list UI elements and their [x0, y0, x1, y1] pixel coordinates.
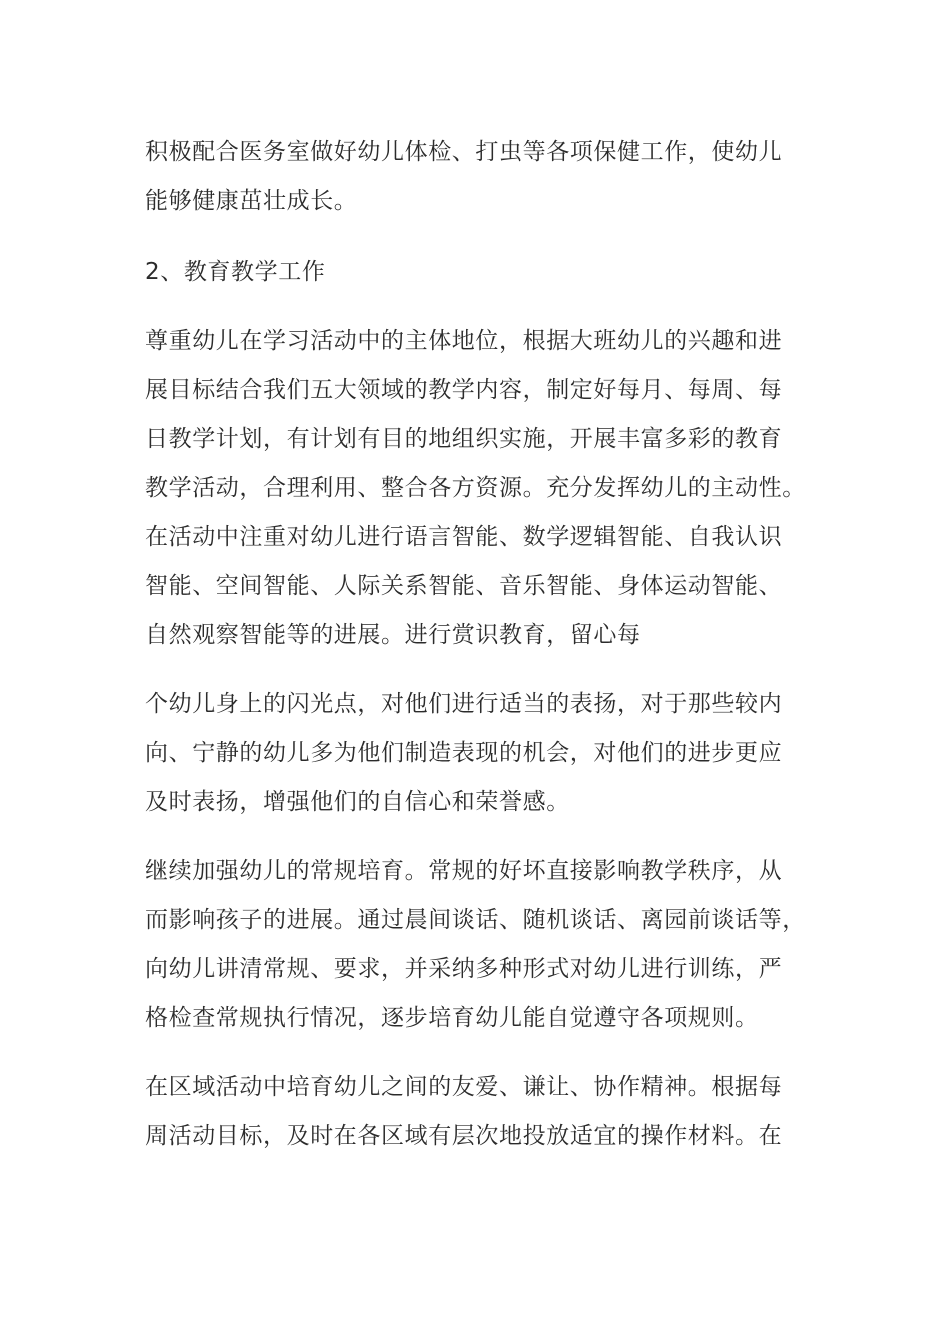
text-line: 展目标结合我们五大领域的教学内容，制定好每月、每周、每 — [145, 377, 783, 403]
text-line: 周活动目标，及时在各区域有层次地投放适宜的操作材料。在 — [145, 1123, 783, 1149]
section-heading — [145, 248, 815, 297]
paragraph-praise — [145, 680, 815, 827]
text-line: 智能、空间智能、人际关系智能、音乐智能、身体运动智能、 — [145, 573, 783, 599]
text-line: 自然观察智能等的进展。进行赏识教育，留心每 — [145, 622, 641, 648]
paragraph-teaching — [145, 317, 815, 660]
text-line: 能够健康茁壮成长。 — [145, 188, 358, 214]
text-line: 继续加强幼儿的常规培育。常规的好坏直接影响教学秩序，从 — [145, 858, 783, 884]
text-line: 向、宁静的幼儿多为他们制造表现的机会，对他们的进步更应 — [145, 740, 783, 766]
text-line: 格检查常规执行情况，逐步培育幼儿能自觉遵守各项规则。 — [145, 1005, 759, 1031]
text-line: 在区域活动中培育幼儿之间的友爱、谦让、协作精神。根据每 — [145, 1074, 783, 1100]
heading-text: 2、教育教学工作 — [145, 259, 326, 285]
text-line: 及时表扬，增强他们的自信心和荣誉感。 — [145, 789, 570, 815]
text-line: 而影响孩子的进展。通过晨间谈话、随机谈话、离园前谈话等， — [145, 907, 806, 933]
text-line: 教学活动，合理利用、整合各方资源。充分发挥幼儿的主动性。 — [145, 475, 806, 501]
document-body — [145, 128, 815, 1161]
text-line: 日教学计划，有计划有目的地组织实施，开展丰富多彩的教育 — [145, 426, 783, 452]
text-line: 个幼儿身上的闪光点，对他们进行适当的表扬，对于那些较内 — [145, 691, 783, 717]
paragraph-health — [145, 128, 815, 226]
text-line: 积极配合医务室做好幼儿体检、打虫等各项保健工作，使幼儿 — [145, 139, 783, 165]
text-line: 尊重幼儿在学习活动中的主体地位，根据大班幼儿的兴趣和进 — [145, 328, 783, 354]
text-line: 向幼儿讲清常规、要求，并采纳多种形式对幼儿进行训练，严 — [145, 956, 783, 982]
paragraph-area-activity — [145, 1063, 815, 1161]
paragraph-routine — [145, 847, 815, 1043]
text-line: 在活动中注重对幼儿进行语言智能、数学逻辑智能、自我认识 — [145, 524, 783, 550]
